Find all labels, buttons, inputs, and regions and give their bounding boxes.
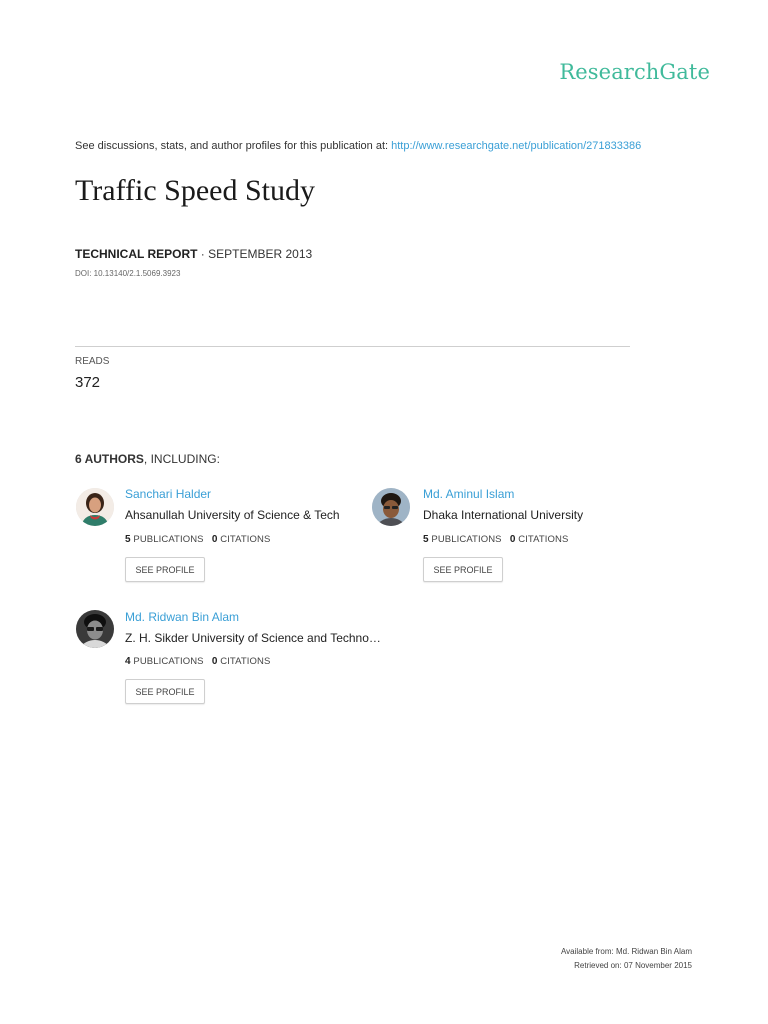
publication-title: Traffic Speed Study [75,174,315,207]
citations-count: 0 [211,656,218,667]
citations-label: CITATIONS [217,656,271,667]
author-avatar[interactable] [372,488,410,526]
author-institution: Ahsanullah University of Science & Tech [125,508,340,522]
authors-count: 6 AUTHORS [75,452,144,466]
citations-count: 0 [211,534,218,545]
authors-heading [75,452,220,466]
publications-label: PUBLICATIONS [130,656,204,667]
reads-label: READS [75,356,110,367]
author-stats [125,656,270,667]
citations-count: 0 [509,534,516,545]
citations-label: CITATIONS [217,534,271,545]
citations-label: CITATIONS [515,534,569,545]
publications-count: 5 [125,534,131,545]
publication-link[interactable]: http://www.researchgate.net/publication/271833386 [391,140,642,152]
person-photo-icon [76,488,114,526]
retrieved-on: Retrieved on: 07 November 2015 [574,961,692,970]
available-from: Available from: Md. Ridwan Bin Alam [560,947,692,956]
see-profile-button[interactable]: SEE PROFILE [125,557,205,582]
see-profile-button[interactable]: SEE PROFILE [125,679,205,704]
divider [75,346,630,347]
discussion-text: See discussions, stats, and author profiles for this publication at: [75,140,389,152]
author-avatar[interactable] [76,610,114,648]
publication-meta [75,247,312,261]
publication-doi: DOI: 10.13140/2.1.5069.3923 [75,269,181,278]
author-name[interactable]: Sanchari Halder [125,487,212,501]
author-stats [423,534,568,545]
author-avatar[interactable] [76,488,114,526]
researchgate-logo[interactable]: ResearchGate [559,60,710,84]
author-stats [125,534,270,545]
author-institution: Dhaka International University [423,508,584,522]
authors-suffix: , INCLUDING: [143,452,220,466]
publications-count: 5 [423,534,429,545]
publications-count: 4 [125,656,131,667]
publications-label: PUBLICATIONS [130,534,204,545]
discussion-line [75,140,641,152]
author-name[interactable]: Md. Aminul Islam [423,487,515,501]
author-institution: Z. H. Sikder University of Science and Techno… [125,631,381,645]
publication-date: · SEPTEMBER 2013 [197,247,313,261]
person-photo-icon [372,488,410,526]
reads-count: 372 [75,374,101,391]
author-name[interactable]: Md. Ridwan Bin Alam [125,610,240,624]
see-profile-button[interactable]: SEE PROFILE [423,557,503,582]
publications-label: PUBLICATIONS [428,534,502,545]
publication-type: TECHNICAL REPORT [75,247,198,261]
person-photo-icon [76,610,114,648]
